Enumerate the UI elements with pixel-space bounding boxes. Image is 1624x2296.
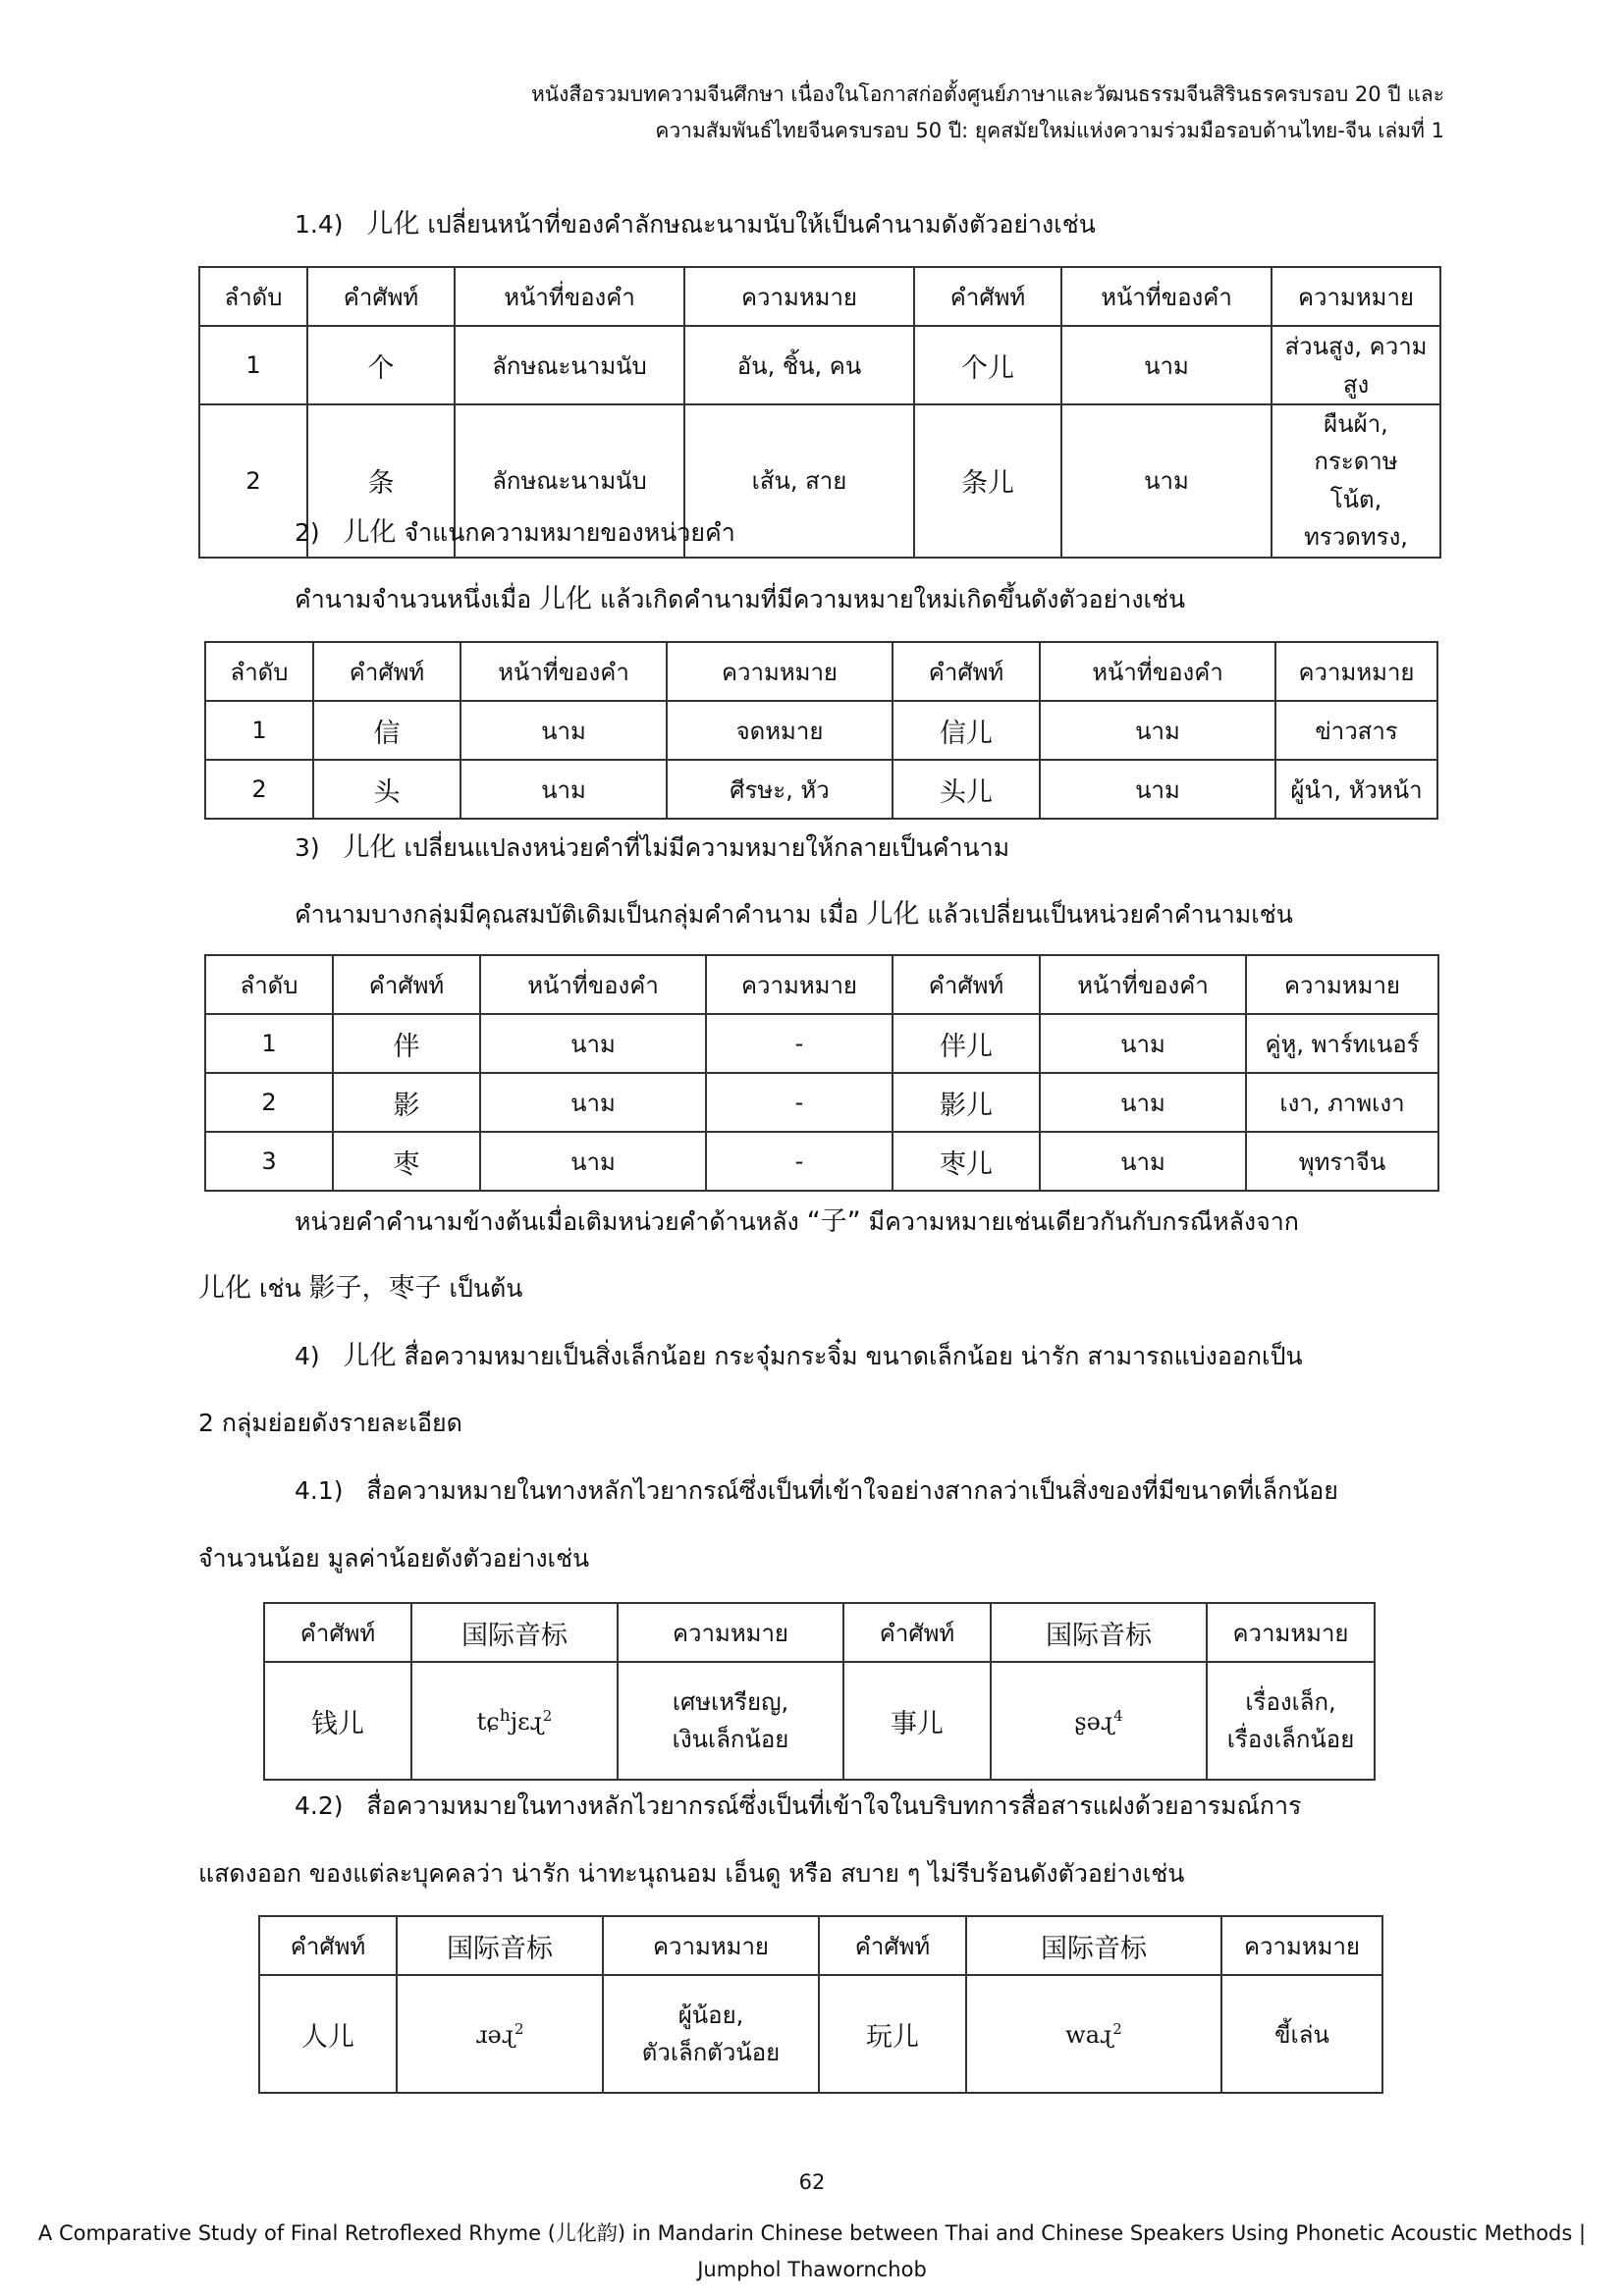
section-4-2-line-2: แสดงออก ของแต่ละบุคคลว่า น่ารัก น่าทะนุถนอม เอ็นดู หรือ สบาย ๆ ไม่รีบร้อนดังตัวอย่างเช่น — [198, 1859, 1185, 1888]
table-ipa-emotive: คำศัพท์ 国际音标 ความหมาย คำศัพท์ 国际音标 ความหมาย 人儿 ɹəɻ$^2$ ผู้น้อย, ตัวเล็กตัวน้อย 玩儿 waɻ$^2$ ขี้เล่น — [258, 1915, 1383, 2094]
table-row: 人儿 ɹəɻ$^2$ ผู้น้อย, ตัวเล็กตัวน้อย 玩儿 waɻ$^2$ ขี้เล่น — [259, 1975, 1382, 2093]
section-4-2-line-1: 4.2) สื่อความหมายในทางหลักไวยากรณ์ซึ่งเป็นที่เข้าใจในบริบทการสื่อสารแฝงด้วยอารมณ์การ — [295, 1791, 1302, 1820]
header-line-1: หนังสือรวมบทความจีนศึกษา เนื่องในโอกาสก่อตั้งศูนย์ภาษาและวัฒนธรรมจีนสิรินธรครบรอบ 20 ปี และ — [530, 82, 1444, 106]
table-row: 2 影 นาม - 影儿 นาม เงา, ภาพเงา — [205, 1073, 1438, 1132]
table-row: 1 个 ลักษณะนามนับ อัน, ชิ้น, คน 个儿 นาม ส่วนสูง, ความสูง — [199, 326, 1440, 404]
table-row: 3 枣 นาม - 枣儿 นาม พุทราจีน — [205, 1132, 1438, 1191]
section-2-body: คำนามจำนวนหนึ่งเมื่อ 儿化 แล้วเกิดคำนามที่มีความหมายใหม่เกิดขึ้นดังตัวอย่างเช่น — [295, 584, 1186, 614]
header-line-2: ความสัมพันธ์ไทยจีนครบรอบ 50 ปี: ยุคสมัยใหม่แห่งความร่วมมือรอบด้านไทย-จีน เล่มที่ 1 — [655, 118, 1444, 142]
table-ipa-small-things: คำศัพท์ 国际音标 ความหมาย คำศัพท์ 国际音标 ความหมาย 钱儿 tɕ$^h$jɛɻ$^2$ เศษเหรียญ, เงินเล็กน้อย 事儿 ʂəɻ$^4$ เรื่องเล็ก, เรื่องเล็กน้อย — [263, 1602, 1376, 1781]
section-3-body: คำนามบางกลุ่มมีคุณสมบัติเดิมเป็นกลุ่มคำคำนาม เมื่อ 儿化 แล้วเปลี่ยนเป็นหน่วยคำคำนามเช่น — [295, 899, 1293, 930]
footer-line-1: A Comparative Study of Final Retroflexed Rhyme (儿化韵) in Mandarin Chinese between Thai and Chinese Speakers Using Phonetic Acoustic Methods | — [37, 2221, 1587, 2245]
running-footer — [0, 2216, 1624, 2288]
ipa-transcription: ɹəɻ$^2$ — [397, 1975, 603, 2093]
table-row: 钱儿 tɕ$^h$jɛɻ$^2$ เศษเหรียญ, เงินเล็กน้อย 事儿 ʂəɻ$^4$ เรื่องเล็ก, เรื่องเล็กน้อย — [264, 1662, 1375, 1780]
page-number: 62 — [798, 2170, 826, 2194]
ipa-transcription: tɕ$^h$jɛɻ$^2$ — [411, 1662, 618, 1780]
section-2-heading: 2) 儿化 จำแนกความหมายของหน่วยคำ — [295, 517, 735, 548]
table-row: 1 信 นาม จดหมาย 信儿 นาม ข่าวสาร — [205, 701, 1437, 760]
section-4-heading: 4) 儿化 สื่อความหมายเป็นสิ่งเล็กน้อย กระจุ๋มกระจิ๋ม ขนาดเล็กน้อย น่ารัก สามารถแบ่งออกเป็น — [295, 1341, 1303, 1371]
section-4-1-line-1: 4.1) สื่อความหมายในทางหลักไวยากรณ์ซึ่งเป็นที่เข้าใจอย่างสากลว่าเป็นสิ่งของที่มีขนาดที่เล็กน้อย — [295, 1476, 1338, 1505]
table-meaning-split: ลำดับ คำศัพท์ หน้าที่ของคำ ความหมาย คำศัพท์ หน้าที่ของคำ ความหมาย 1 信 นาม จดหมาย 信儿 นาม ข่าวสาร 2 头 นาม ศีรษะ, หัว 头儿 นาม ผู้นำ, หัวหน้า — [204, 641, 1438, 820]
ipa-transcription: ʂəɻ$^4$ — [991, 1662, 1207, 1780]
note-line-2: 儿化 เช่น 影子，枣子 เป็นต้น — [198, 1273, 523, 1304]
table-classifier-to-noun: ลำดับ คำศัพท์ หน้าที่ของคำ ความหมาย คำศัพท์ หน้าที่ของคำ ความหมาย 1 个 ลักษณะนามนับ อัน, ชิ้น, คน 个儿 นาม ส่วนสูง, ความสูง 2 条 ลักษณะนามนับ เส้น, สาย 条儿 นาม ผืนผ้า, กระดาษ โน้ต, ทรวดทรง, — [198, 266, 1441, 559]
ipa-transcription: waɻ$^2$ — [966, 1975, 1221, 2093]
table-row: 2 头 นาม ศีรษะ, หัว 头儿 นาม ผู้นำ, หัวหน้า — [205, 760, 1437, 819]
section-4-1-line-2: จำนวนน้อย มูลค่าน้อยดังตัวอย่างเช่น — [198, 1544, 590, 1573]
section-4-line-2: 2 กลุ่มย่อยดังรายละเอียด — [198, 1409, 462, 1437]
table-row: 1 伴 นาม - 伴儿 นาม คู่หู, พาร์ทเนอร์ — [205, 1014, 1438, 1073]
footer-line-2: Jumphol Thawornchob — [697, 2257, 927, 2281]
section-1-4-heading: 1.4) 儿化 เปลี่ยนหน้าที่ของคำลักษณะนามนับให้เป็นคำนามดังตัวอย่างเช่น — [295, 209, 1096, 240]
table-morpheme-to-noun: ลำดับ คำศัพท์ หน้าที่ของคำ ความหมาย คำศัพท์ หน้าที่ของคำ ความหมาย 1 伴 นาม - 伴儿 นาม คู่หู, พาร์ทเนอร์ 2 影 นาม - 影儿 นาม เงา, ภาพเงา 3 枣 นาม - 枣儿 นาม พุทราจีน — [204, 954, 1439, 1192]
section-3-heading: 3) 儿化 เปลี่ยนแปลงหน่วยคำที่ไม่มีความหมายให้กลายเป็นคำนาม — [295, 832, 1010, 863]
table-row: 2 条 ลักษณะนามนับ เส้น, สาย 条儿 นาม ผืนผ้า, กระดาษ โน้ต, ทรวดทรง, — [199, 404, 1440, 558]
running-header — [531, 77, 1444, 149]
note-line-1: หน่วยคำคำนามข้างต้นเมื่อเติมหน่วยคำด้านหลัง “子” มีความหมายเช่นเดียวกันกับกรณีหลังจาก — [295, 1206, 1299, 1237]
